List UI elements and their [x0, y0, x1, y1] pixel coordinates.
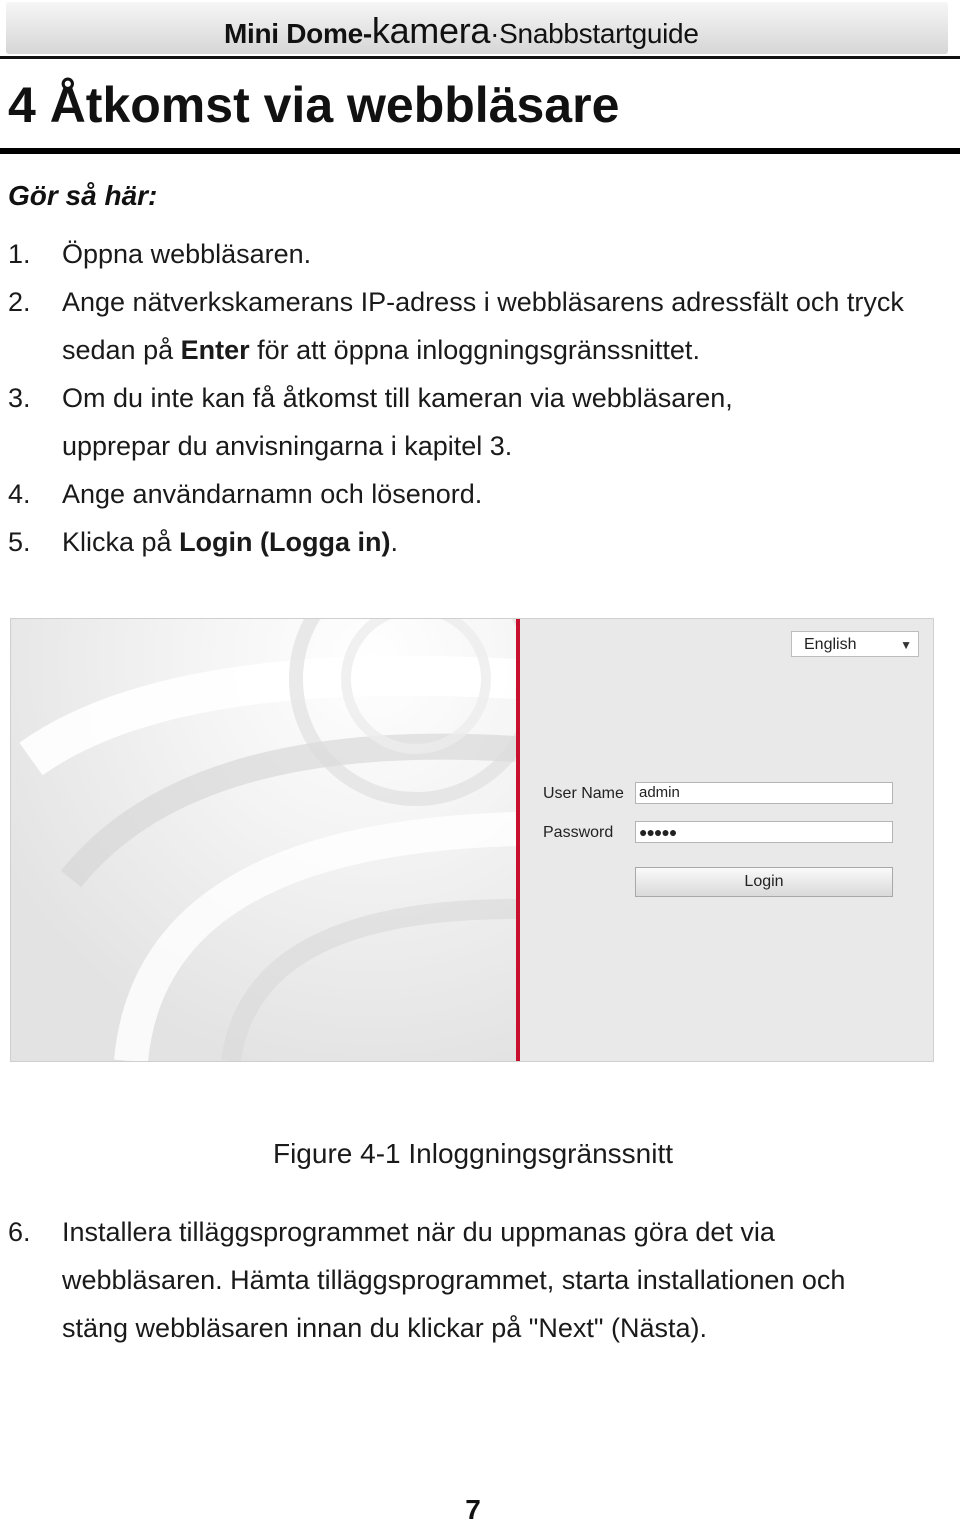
step-text: Installera tilläggsprogrammet när du uppmanas göra det via webbläsaren. Hämta tilläggsprogrammet, starta installationen och stäng webbläsaren innan du klickar på "Next" (Nästa). [62, 1217, 846, 1343]
step-number: 4. [8, 479, 31, 509]
step-text [62, 518, 942, 566]
password-label: Password [543, 824, 614, 841]
header-part-guide: Snabbstartguide [499, 18, 699, 49]
step-number: 3. [8, 383, 31, 413]
step-text: Om du inte kan få åtkomst till kameran via webbläsaren, upprepar du anvisningarna i kapitel 3. [62, 383, 733, 461]
chapter-title: 4 Åtkomst via webbläsare [8, 77, 620, 133]
page-number: 7 [465, 1494, 481, 1525]
header-part-product: Mini Dome- [224, 18, 372, 49]
chevron-down-icon: ▼ [900, 638, 912, 652]
password-input[interactable]: ●●●●● [635, 821, 893, 843]
enter-key-label: Enter [180, 335, 250, 365]
step-text-part: Ange nätverkskamerans IP-adress i webbläsarens adressfält och tryck sedan på [62, 287, 904, 365]
login-figure [10, 618, 934, 1062]
step-number: 1. [8, 239, 31, 269]
header-rule [0, 56, 960, 59]
username-label: User Name [543, 785, 624, 802]
language-select[interactable] [791, 631, 919, 657]
header-part-camera: kamera [371, 10, 491, 51]
login-button[interactable]: Login [635, 867, 893, 897]
login-label: Login (Logga in) [179, 527, 391, 557]
login-decoration-panel [11, 619, 516, 1061]
language-select-value: English [804, 636, 857, 653]
step-text-part: för att öppna inloggningsgränssnittet. [249, 335, 700, 365]
header-title [224, 10, 699, 52]
step-text: Öppna webbläsaren. [62, 239, 312, 269]
step-text: Ange användarnamn och lösenord. [62, 479, 483, 509]
username-input[interactable]: admin [635, 782, 893, 804]
page-header [6, 2, 948, 54]
decorative-arc-graphic [11, 619, 516, 1061]
step-number: 6. [8, 1217, 31, 1247]
step-text-part: . [390, 527, 399, 557]
step-text [62, 278, 922, 374]
step-text-part: Klicka på [62, 527, 180, 557]
steps-heading: Gör så här: [8, 180, 158, 211]
figure-caption: Figure 4-1 Inloggningsgränssnitt [272, 1138, 673, 1169]
step-number: 5. [8, 527, 31, 557]
step-number: 2. [8, 287, 31, 317]
title-rule [0, 148, 960, 154]
header-separator: · [490, 18, 500, 49]
